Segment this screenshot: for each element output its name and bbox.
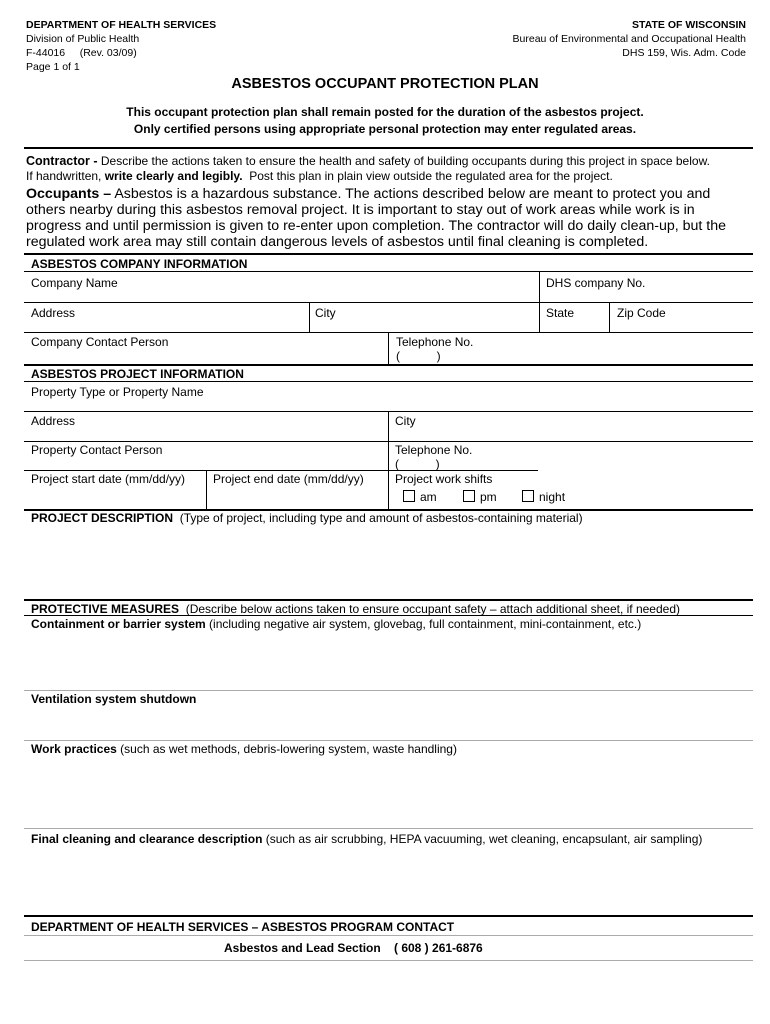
description-heading-label: PROJECT DESCRIPTION	[31, 511, 174, 525]
company-section-heading: ASBESTOS COMPANY INFORMATION	[31, 257, 248, 271]
am-label: am	[420, 490, 437, 504]
ventilation-label: Ventilation system shutdown	[31, 692, 197, 706]
divider	[24, 740, 753, 741]
program-phone: ( 608 ) 261-6876	[394, 941, 483, 955]
protective-measures-heading	[31, 602, 680, 616]
divider	[24, 828, 753, 829]
work-practices-input[interactable]	[30, 758, 749, 828]
project-description-input[interactable]	[30, 528, 749, 598]
work-practices-label: Work practices	[31, 742, 117, 756]
containment-input[interactable]	[30, 634, 749, 690]
page-number: Page 1 of 1	[26, 61, 80, 73]
section-name: Asbestos and Lead Section	[224, 941, 381, 955]
project-telephone-label: Telephone No.	[395, 443, 473, 457]
pm-checkbox[interactable]	[463, 490, 475, 502]
handwritten-bold: write clearly and legibly.	[104, 169, 243, 183]
handwritten-pre: If handwritten,	[26, 169, 105, 183]
department-name: DEPARTMENT OF HEALTH SERVICES	[26, 19, 217, 31]
divider	[24, 599, 753, 601]
form-number: F-44016 (Rev. 03/09)	[26, 47, 137, 59]
subtitle-line-1: This occupant protection plan shall remain posted for the duration of the asbestos project.	[126, 105, 644, 119]
company-name-label: Company Name	[31, 276, 118, 290]
work-practices-label-row	[31, 742, 457, 756]
state-header	[513, 18, 746, 60]
code-reference: DHS 159, Wis. Adm. Code	[622, 47, 746, 59]
divider	[24, 960, 753, 961]
subtitle-line-2: Only certified persons using appropriate personal protection may enter regulated areas.	[133, 122, 637, 136]
property-name-label: Property Type or Property Name	[31, 385, 204, 399]
project-address-input[interactable]	[30, 426, 384, 442]
final-cleaning-label-row	[31, 832, 702, 846]
company-telephone-label: Telephone No.	[396, 335, 474, 349]
company-state-label: State	[546, 306, 575, 320]
state-name: STATE OF WISCONSIN	[632, 19, 746, 31]
contractor-text: Describe the actions taken to ensure the health and safety of building occupants during this project in space below.	[97, 154, 710, 168]
pm-label: pm	[480, 490, 497, 504]
company-zip-label: Zip Code	[617, 306, 666, 320]
start-date-input[interactable]	[30, 488, 204, 504]
contractor-instructions	[26, 154, 751, 184]
company-contact-label: Company Contact Person	[31, 335, 169, 349]
end-date-label: Project end date (mm/dd/yy)	[213, 472, 364, 486]
description-note: (Type of project, including type and amount of asbestos-containing material)	[173, 511, 583, 525]
divider	[388, 333, 389, 364]
form-subtitle	[0, 104, 770, 138]
program-contact-heading: DEPARTMENT OF HEALTH SERVICES – ASBESTOS PROGRAM CONTACT	[31, 920, 455, 934]
agency-header	[26, 18, 216, 74]
dhs-company-no-label: DHS company No.	[546, 276, 646, 290]
contractor-label: Contractor -	[26, 154, 98, 168]
divider	[388, 442, 389, 510]
divider	[24, 935, 753, 936]
divider	[24, 615, 753, 616]
divider	[539, 303, 540, 332]
end-date-input[interactable]	[212, 488, 386, 504]
project-description-heading	[31, 511, 583, 525]
divider	[388, 412, 389, 441]
occupants-label: Occupants –	[26, 186, 112, 202]
measures-heading-label: PROTECTIVE MEASURES	[31, 602, 180, 616]
divider	[24, 381, 753, 382]
property-contact-label: Property Contact Person	[31, 443, 163, 457]
divider	[206, 471, 207, 510]
start-date-label: Project start date (mm/dd/yy)	[31, 472, 186, 486]
final-cleaning-label: Final cleaning and clearance description	[31, 832, 263, 846]
divider	[24, 364, 753, 366]
occupants-notice	[26, 186, 751, 250]
work-shifts-label: Project work shifts	[395, 472, 493, 486]
project-address-label: Address	[31, 414, 76, 428]
divider	[309, 303, 310, 332]
handwritten-post: Post this plan in plain view outside the regulated area for the project.	[242, 169, 613, 183]
divider	[24, 271, 753, 272]
divider	[539, 272, 540, 302]
property-contact-input[interactable]	[30, 455, 384, 471]
divider	[388, 470, 538, 471]
divider	[24, 915, 753, 917]
final-cleaning-input[interactable]	[30, 848, 749, 914]
company-contact-input[interactable]	[30, 348, 384, 364]
containment-note: (including negative air system, glovebag, full containment, mini-containment, etc.)	[205, 617, 642, 631]
form-title: ASBESTOS OCCUPANT PROTECTION PLAN	[231, 76, 539, 92]
work-practices-note: (such as wet methods, debris-lowering system, waste handling)	[116, 742, 457, 756]
divider	[609, 303, 610, 332]
divider	[24, 147, 753, 149]
bureau-name: Bureau of Environmental and Occupational Health	[512, 33, 746, 45]
occupants-text: Asbestos is a hazardous substance. The actions described below are meant to protect you and others nearby during this asbestos removal project. It is important to stay out of work areas while work is in progress and until permission is given to re-enter upon completion. The contractor will do daily clean-up, but the regulated work area may still contain dangerous levels of asbestos until final cleaning is completed.	[26, 186, 727, 250]
divider	[24, 302, 753, 303]
shift-night-option[interactable]	[522, 490, 565, 504]
project-city-label: City	[395, 414, 416, 428]
company-city-label: City	[315, 306, 336, 320]
measures-note: (Describe below actions taken to ensure occupant safety – attach additional sheet, if needed)	[179, 602, 681, 616]
shift-am-option[interactable]	[403, 490, 437, 504]
division-name: Division of Public Health	[26, 33, 140, 45]
divider	[24, 690, 753, 691]
divider	[24, 253, 753, 255]
containment-label: Containment or barrier system	[31, 617, 206, 631]
final-cleaning-note: (such as air scrubbing, HEPA vacuuming, wet cleaning, encapsulant, air sampling)	[262, 832, 703, 846]
night-checkbox[interactable]	[522, 490, 534, 502]
ventilation-input[interactable]	[30, 708, 749, 740]
project-section-heading: ASBESTOS PROJECT INFORMATION	[31, 367, 244, 381]
containment-label-row	[31, 617, 641, 631]
shift-pm-option[interactable]	[463, 490, 497, 504]
project-phone-area[interactable]: ( )	[395, 457, 440, 471]
project-city-input[interactable]	[394, 426, 748, 442]
am-checkbox[interactable]	[403, 490, 415, 502]
company-phone-area[interactable]: ( )	[396, 349, 441, 363]
night-label: night	[539, 490, 566, 504]
company-address-label: Address	[31, 306, 76, 320]
